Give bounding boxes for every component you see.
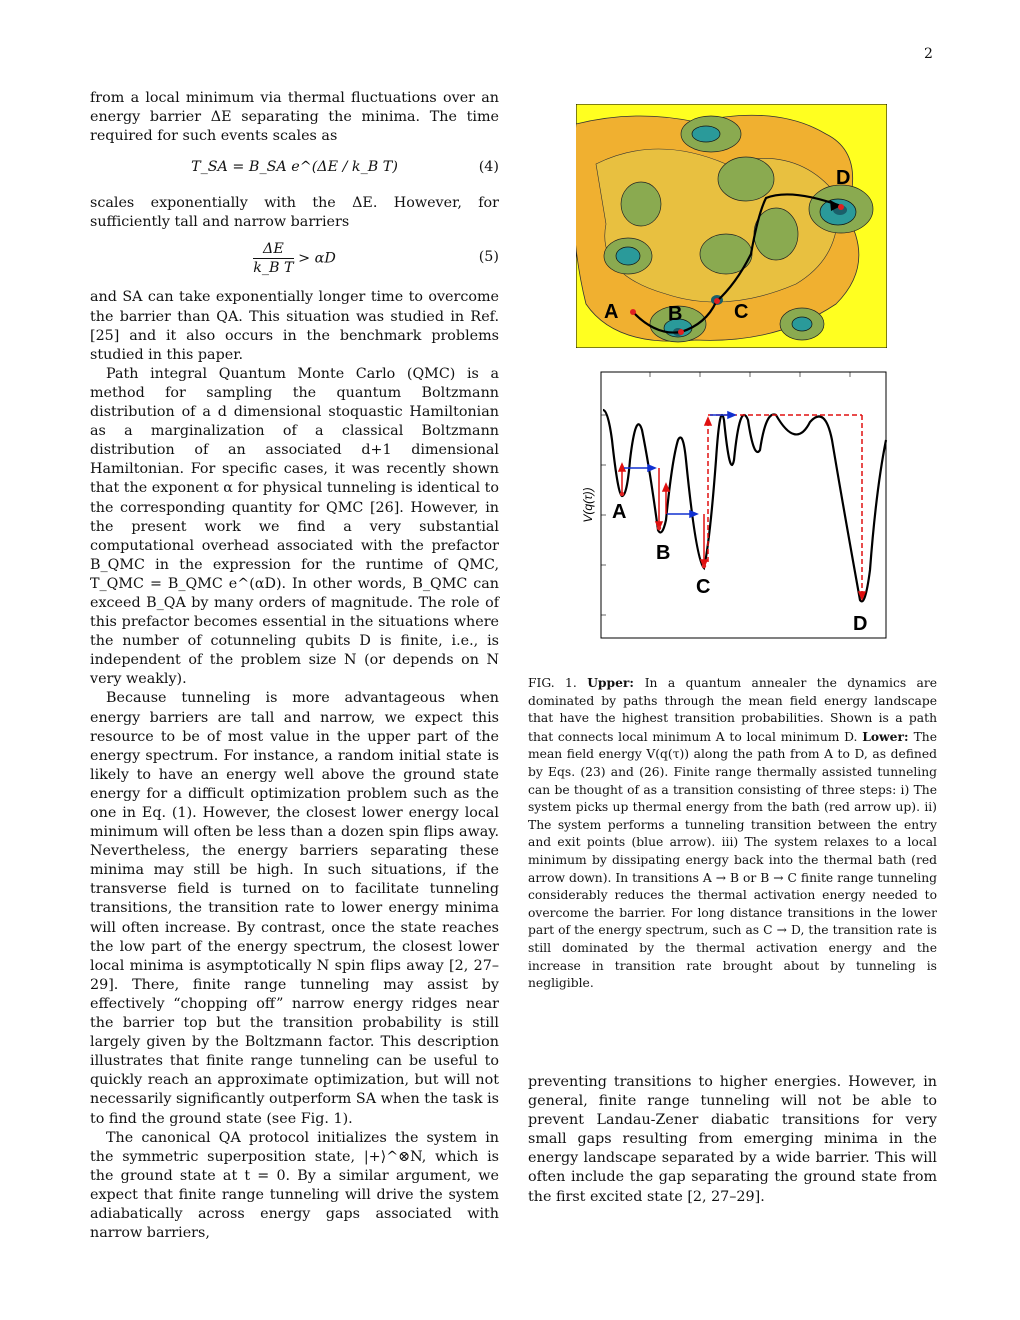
label-b: B: [668, 303, 683, 325]
caption-label: FIG. 1.: [528, 676, 588, 690]
equation-5-rhs: > αD: [298, 250, 336, 267]
profile-label-d: D: [853, 613, 868, 635]
label-a: A: [604, 301, 619, 323]
caption-upper-text: In a quantum annealer the dynamics are dominated by paths through the mean field energy landscape that have the highest transition probabilities. Shown is a path that connects local minimum A to local minimum D.: [528, 676, 938, 744]
equation-number: (5): [478, 249, 499, 266]
energy-landscape-figure: [576, 104, 887, 348]
profile-label-c: C: [696, 576, 711, 598]
left-column: [90, 89, 499, 1243]
equation-5: [90, 238, 499, 282]
paragraph: scales exponentially with the ΔE. However, for sufficiently tall and narrow barriers: [90, 195, 499, 231]
label-c: C: [734, 301, 749, 323]
paragraph: preventing transitions to higher energies. However, in general, finite range tunneling will not be able to prevent Landau-Zener diabatic transitions for very small gaps resulting from emerging minima in the energy landscape separated by a wide barrier. This will often include the gap separating the ground state from the first excited state [2, 27–29].: [528, 1074, 937, 1205]
paragraph: Path integral Quantum Monte Carlo (QMC) is a method for sampling the quantum Boltzmann distribution of a d dimensional stoquastic Hamiltonian as a marginalization of a classical Boltzmann distribution of an associated d+1 dimensional Hamiltonian. For specific cases, it was recently shown that the exponent α for physical tunneling is identical to the corresponding quantity for QMC [26]. However, in the present work we find a very substantial computational overhead associated with the prefactor B_QMC in the expression for the runtime of QMC, T_QMC = B_QMC e^(αD). In other words, B_QMC can exceed B_QA by many orders of magnitude. The role of this prefactor becomes essential in the situations where the number of cotunneling qubits D is finite, i.e., is independent of the problem size N (or depends on N very weakly).: [90, 365, 499, 688]
right-column-text: [528, 1073, 937, 1207]
landscape-mid: [596, 149, 838, 302]
paragraph: Because tunneling is more advantageous when energy barriers are tall and narrow, we expect this resource to be of most value in the upper part of the energy spectrum. For instance, a random initial state is likely to have an energy well above the ground state energy for a difficult optimization problem such as the one in Eq. (1). However, the closest lower energy local minimum will often be less than a dozen spin flips away. Nevertheless, the energy barriers separating these minima may still be high. In such situations, if the transverse field is turned on to facilitate tunneling transitions, the transition rate to lower energy minima will often increase. By contrast, once the state reaches the low part of the energy spectrum, the closest lower local minima is asymptotically N spin flips away [2, 27–29]. There, finite range tunneling may assist by effectively “chopping off” narrow energy ridges near the barrier top but the transition probability is still largely given by the Boltzmann factor. This description illustrates that finite range tunneling can be useful to quickly reach an approximate optimization, but will not necessarily significantly outperform SA when the task is to find the ground state (see Fig. 1).: [90, 690, 499, 1127]
page-number: 2: [924, 46, 933, 62]
paragraph: The canonical QA protocol initializes the system in the symmetric superposition state, |+⟩^⊗N, which is the ground state at t = 0. By a similar argument, we expect that finite range tunneling will drive the system adiabatically across energy gaps associated with narrow barriers,: [90, 1129, 499, 1242]
equation-4-body: T_SA = B_SA e^(ΔE / k_B T): [191, 159, 398, 176]
fraction: [253, 240, 293, 277]
fraction-numerator: ΔE: [253, 240, 293, 259]
figure-caption: [528, 674, 937, 993]
caption-lower-head: Lower:: [862, 728, 914, 744]
profile-label-a: A: [612, 501, 627, 523]
fraction-denominator: k_B T: [253, 260, 294, 277]
equation-5-body: [90, 240, 499, 277]
energy-profile-figure: [570, 370, 890, 640]
caption-upper-head: Upper:: [587, 675, 645, 690]
equation-4: [90, 152, 499, 188]
equation-number: (4): [478, 159, 499, 176]
profile-label-b: B: [656, 542, 671, 564]
paragraph: and SA can take exponentially longer time to overcome the barrier than QA. This situation was studied in Ref. [25] and it also occurs in the benchmark problems studied in this paper.: [90, 289, 499, 363]
caption-lower-text: The mean field energy V(q(τ)) along the path from A to D, as defined by Eqs. (23) and (26). Finite range thermally assisted tunneling can be thought of as a transition consisting of three steps: i) The system picks up thermal energy from the bath (red arrow up). ii) The system performs a tunneling transition between the entry and exit points (blue arrow). iii) The system relaxes to a local minimum by dissipating energy back into the thermal bath (red arrow down). In transitions A → B or B → C finite range tunneling considerably reduces the thermal activation energy needed to overcome the barrier. For long distance transitions in the lower part of the energy spectrum, such as C → D, the transition rate is still dominated by the thermal activation energy and the increase in transition rate brought about by tunneling is negligible.: [528, 729, 937, 991]
label-d: D: [836, 167, 851, 189]
y-axis-label: V(q(τ)): [581, 487, 595, 523]
paragraph: from a local minimum via thermal fluctuations over an energy barrier ΔE separating the minima. The time required for such events scales as: [90, 90, 499, 145]
